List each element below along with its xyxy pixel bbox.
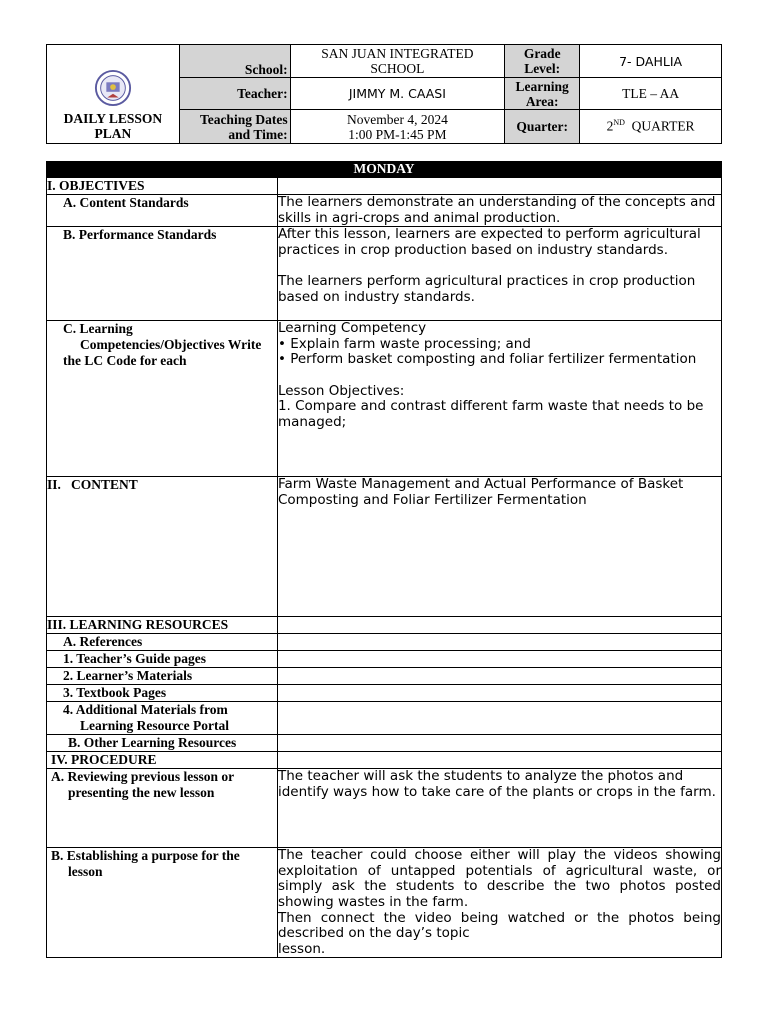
teacher-value: JIMMY M. CAASI xyxy=(290,78,505,110)
other-resources-label-text: B. Other Learning Resources xyxy=(68,735,237,751)
references-empty-cell xyxy=(277,634,721,651)
resources-empty-cell xyxy=(277,617,721,634)
grade-value: 7- DAHLIA xyxy=(580,45,722,78)
performance-standards-text xyxy=(277,227,721,321)
other-resources-label xyxy=(47,735,278,752)
resources-heading: III. LEARNING RESOURCES xyxy=(47,617,278,634)
performance-standards-label xyxy=(47,227,278,321)
school-value: SAN JUAN INTEGRATED SCHOOL xyxy=(290,45,505,78)
performance-text-2: The learners perform agricultural practices in crop production based on industry standards. xyxy=(277,272,696,305)
area-label: Learning Area: xyxy=(505,78,580,110)
content-standards-label-text: A. Content Standards xyxy=(63,195,189,210)
procedure-heading-text: IV. PROCEDURE xyxy=(51,752,157,768)
procedure-heading xyxy=(47,752,278,769)
additional-materials-label-line-2: Learning Resource Portal xyxy=(80,718,229,734)
additional-materials-label-line-1: 4. Additional Materials from xyxy=(63,702,228,718)
objectives-heading: I. OBJECTIVES xyxy=(47,178,278,195)
lc-heading: Learning Competency xyxy=(277,320,427,337)
purpose-text-2: Then connect the video being watched or the photos being described on the day’s topic xyxy=(277,909,721,942)
school-label: School: xyxy=(179,45,290,78)
quarter-label: Quarter: xyxy=(505,110,580,144)
references-label xyxy=(47,634,278,651)
content-standards-text: The learners demonstrate an understanding of the concepts and skills in agri-crops and animal production. xyxy=(277,195,721,227)
purpose-label-line-2: lesson xyxy=(68,864,103,880)
other-resources-empty-cell xyxy=(277,735,721,752)
purpose-text xyxy=(277,848,721,958)
textbook-pages-empty-cell xyxy=(277,685,721,702)
performance-text-1: After this lesson, learners are expected to perform agricultural practices in crop production based on industry standards. xyxy=(277,226,701,258)
title-cell xyxy=(47,45,180,144)
time-value: 1:00 PM-1:45 PM xyxy=(348,126,447,142)
textbook-pages-label xyxy=(47,685,278,702)
lc-item-2: • Perform basket composting and foliar fertilizer fermentation xyxy=(277,351,697,368)
area-value: TLE – AA xyxy=(580,78,722,110)
reviewing-label-line-2: presenting the new lesson xyxy=(68,785,215,801)
performance-standards-label-text: B. Performance Standards xyxy=(63,227,217,243)
grade-label: Grade Level: xyxy=(505,45,580,78)
reviewing-text: The teacher will ask the students to analyze the photos and identify ways how to take care of the plants or crops in the farm. xyxy=(277,769,721,848)
purpose-text-3: lesson. xyxy=(277,940,326,957)
competencies-label-line-2: Competencies/Objectives Write xyxy=(80,337,262,353)
day-heading: MONDAY xyxy=(47,162,722,178)
quarter-suffix: ND xyxy=(613,118,625,128)
additional-materials-empty-cell xyxy=(277,702,721,735)
quarter-value xyxy=(580,110,722,144)
learners-materials-empty-cell xyxy=(277,668,721,685)
competencies-label-line-3: the LC Code for each xyxy=(63,353,187,369)
content-heading: II. CONTENT xyxy=(47,477,278,617)
page-title: DAILY LESSON PLAN xyxy=(63,111,163,141)
deped-seal-icon xyxy=(94,69,132,107)
references-label-text: A. References xyxy=(63,634,143,650)
additional-materials-label xyxy=(47,702,278,735)
teachers-guide-label-text: 1. Teacher’s Guide pages xyxy=(63,651,207,667)
dates-label: Teaching Dates and Time: xyxy=(179,110,290,144)
procedure-empty-cell xyxy=(277,752,721,769)
purpose-label-line-1: B. Establishing a purpose for the xyxy=(51,848,240,864)
teachers-guide-label xyxy=(47,651,278,668)
quarter-word: QUARTER xyxy=(631,118,695,134)
purpose-text-1: The teacher could choose either will play the videos showing exploitation of untapped potentials of agricultural waste, or simply ask the students to describe the two photos posted showing wastes in the farm. xyxy=(277,847,721,910)
learners-materials-label-text: 2. Learner’s Materials xyxy=(63,668,193,684)
quarter-number: 2 xyxy=(606,118,614,134)
date-value: November 4, 2024 xyxy=(346,111,448,127)
learners-materials-label xyxy=(47,668,278,685)
competencies-text xyxy=(277,321,721,477)
textbook-pages-label-text: 3. Textbook Pages xyxy=(63,685,167,701)
objectives-empty-cell xyxy=(277,178,721,195)
competencies-label xyxy=(47,321,278,477)
reviewing-label-line-1: A. Reviewing previous lesson or xyxy=(51,769,235,785)
lo-heading: Lesson Objectives: xyxy=(277,382,405,399)
competencies-label-line-1: C. Learning xyxy=(63,321,133,337)
content-text: Farm Waste Management and Actual Performance of Basket Composting and Foliar Fertilizer Fermentation xyxy=(277,477,721,617)
lesson-table xyxy=(46,161,722,958)
header-table xyxy=(46,44,722,144)
lo-item-1: 1. Compare and contrast different farm waste that needs to be managed; xyxy=(277,398,704,430)
teachers-guide-empty-cell xyxy=(277,651,721,668)
dates-value xyxy=(290,110,505,144)
lc-item-1: • Explain farm waste processing; and xyxy=(277,335,531,352)
content-standards-label xyxy=(47,195,278,227)
purpose-label xyxy=(47,848,278,958)
reviewing-label xyxy=(47,769,278,848)
teacher-label: Teacher: xyxy=(179,78,290,110)
